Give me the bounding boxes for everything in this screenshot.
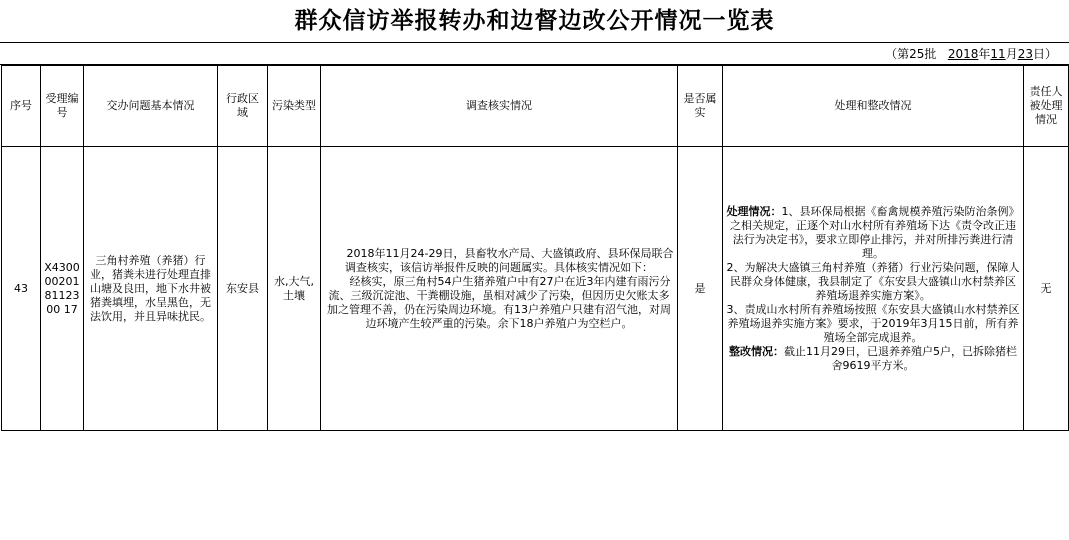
rectify-text: 截止11月29日，已退养养殖户5户，已拆除猪栏舍9619平方米。 — [784, 344, 1017, 372]
title-row — [0, 0, 1069, 43]
cell-issue: 三角村养殖（养猪）行业，猪粪未进行处理直排山塘及良田，地下水井被猪粪填埋，水呈黑色，无法饮用，并且异味扰民。 — [84, 147, 218, 431]
handling-item-2: 2、为解决大盛镇三角村养殖（养猪）行业污染问题，保障人民群众身体健康，我县制定了《东安县大盛镇山水村禁养区养殖场退养实施方案》。 — [726, 260, 1020, 302]
header-region: 行政区域 — [218, 66, 268, 147]
rectify-item — [726, 345, 1020, 373]
batch-date — [885, 45, 1057, 62]
batch-year: 2018 — [947, 47, 979, 61]
header-seq: 序号 — [2, 66, 41, 147]
table-header-row — [2, 66, 1069, 147]
batch-row — [0, 42, 1069, 65]
batch-year-suffix: 年 — [978, 47, 991, 61]
batch-month-suffix: 月 — [1005, 47, 1018, 61]
rectify-label: 整改情况： — [729, 344, 784, 358]
cell-responsible: 无 — [1024, 147, 1069, 431]
header-investigation: 调查核实情况 — [321, 66, 678, 147]
table-row — [2, 147, 1069, 431]
cell-case-no: X4300002018112300 17 — [41, 147, 84, 431]
handling-label: 处理情况： — [726, 204, 782, 218]
header-handling: 处理和整改情况 — [723, 66, 1024, 147]
handling-item-3: 3、责成山水村所有养殖场按照《东安县大盛镇山水村禁养区养殖场退养实施方案》要求，于2019年3月15日前，所有养殖场全部完成退养。 — [726, 302, 1020, 344]
cell-region: 东安县 — [218, 147, 268, 431]
batch-prefix: （第25批 — [885, 47, 937, 61]
batch-day: 23 — [1017, 47, 1033, 61]
cell-is-true: 是 — [678, 147, 723, 431]
header-issue: 交办问题基本情况 — [84, 66, 218, 147]
investigation-paragraph-2: 经核实，原三角村54户生猪养殖户中有27户在近3年内建有雨污分流、三级沉淀池、干粪棚设施，虽相对减少了污染，但因历史欠账太多加之管理不善，仍在污染周边环境。有13户养殖户只建有沼气池，对周边环境产生较严重的污染。余下18户养殖户为空栏户。 — [327, 274, 671, 330]
cell-handling — [723, 147, 1024, 431]
report-table — [1, 65, 1069, 431]
handling-text-1: 1、县环保局根据《畜禽规模养殖污染防治条例》之相关规定，正逐个对山水村所有养殖场下达《责令改正违法行为决定书》，要求立即停止排污，并对所排污粪进行清理。 — [730, 204, 1020, 260]
cell-pollution: 水,大气,土壤 — [268, 147, 321, 431]
cell-investigation — [321, 147, 678, 431]
investigation-paragraph-1: 2018年11月24-29日，县畜牧水产局、大盛镇政府、县环保局联合调查核实，该信访举报件反映的问题属实。具体核实情况如下： — [345, 246, 674, 274]
header-responsible: 责任人被处理情况 — [1024, 66, 1069, 147]
page-title: 群众信访举报转办和边督边改公开情况一览表 — [294, 7, 775, 34]
header-is-true: 是否属实 — [678, 66, 723, 147]
batch-day-suffix: 日） — [1032, 47, 1057, 61]
header-case-no: 受理编号 — [41, 66, 84, 147]
cell-seq: 43 — [2, 147, 41, 431]
header-pollution: 污染类型 — [268, 66, 321, 147]
batch-month: 11 — [990, 47, 1006, 61]
handling-item-1 — [726, 205, 1020, 261]
